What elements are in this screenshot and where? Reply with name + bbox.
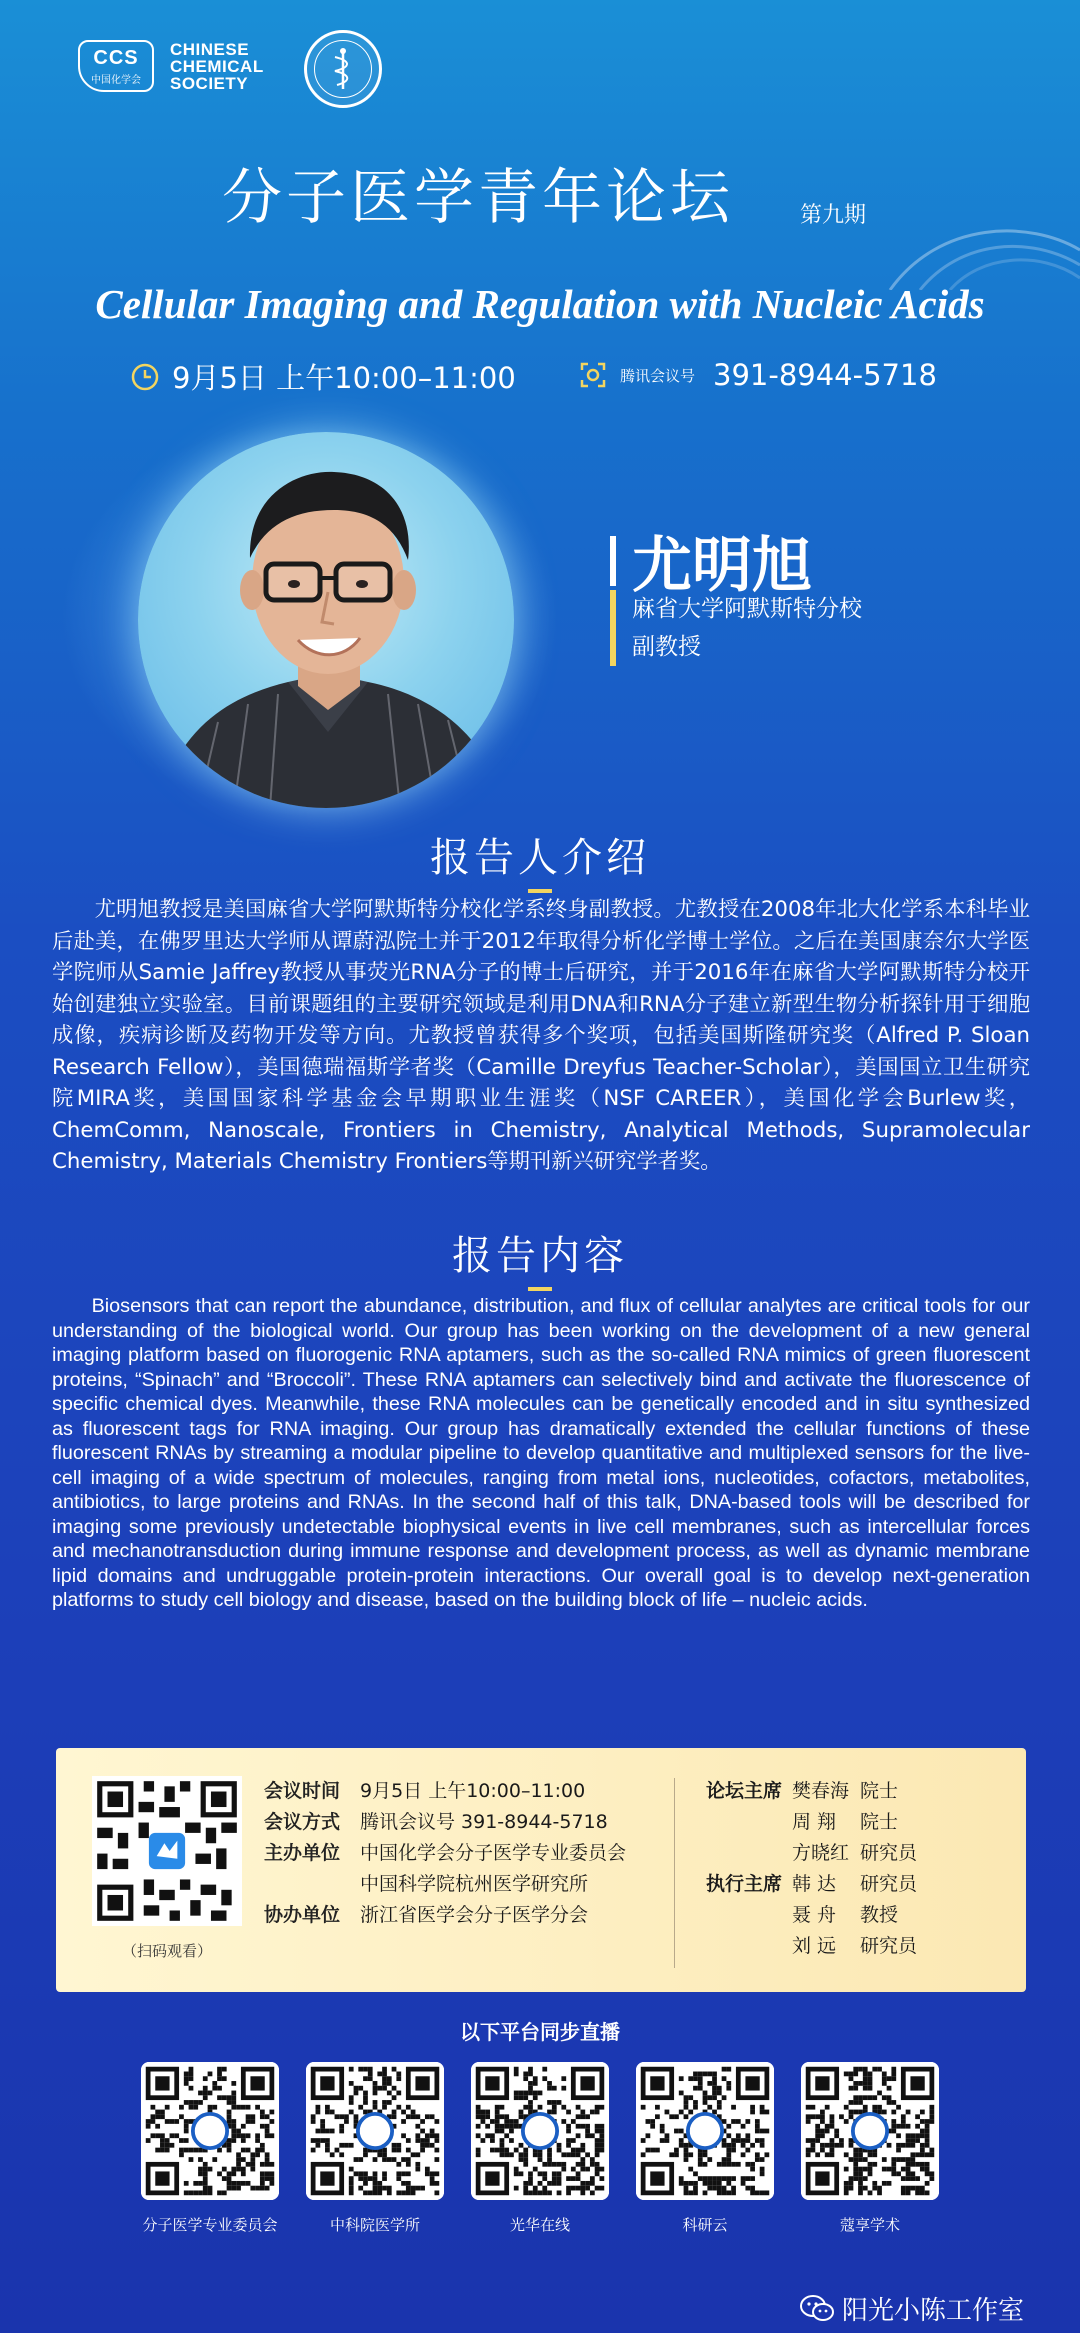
platform-qr-code[interactable]: [801, 2062, 939, 2200]
platform-qr-code[interactable]: [306, 2062, 444, 2200]
talk-title: Cellular Imaging and Regulation with Nucleic Acids: [95, 281, 985, 327]
clock-icon: [130, 362, 160, 392]
issue-number: 第九期: [800, 203, 867, 228]
arch-decoration-icon: [880, 210, 1080, 290]
wechat-icon: [800, 2294, 834, 2324]
event-info-box: [56, 1748, 1026, 1992]
speaker-photo: [138, 432, 514, 808]
talk-time: 9月5日 上午10:00–11:00: [130, 356, 516, 397]
qr-caption: （扫码观看）: [121, 1942, 212, 1960]
meeting-id: 腾讯会议号 391-8944-5718: [578, 358, 937, 392]
info-divider: [674, 1778, 675, 1968]
molecular-medicine-seal-icon: [304, 30, 382, 108]
live-streaming-title: 以下平台同步直播: [460, 2020, 620, 2044]
speaker-affiliation: 麻省大学阿默斯特分校 副教授: [610, 590, 862, 666]
main-qr-code[interactable]: [92, 1776, 242, 1926]
tencent-meeting-icon: [578, 360, 608, 390]
ccs-full-name: CHINESE CHEMICAL SOCIETY: [170, 40, 264, 93]
forum-chairs: 论坛主席 樊春海 院士 周 翔 院士 方晓红 研究员 执行主席 韩 达 研究员 聂 舟 教授 刘 远 研究员: [706, 1780, 918, 1957]
platform-qr-code[interactable]: [471, 2062, 609, 2200]
platform-item[interactable]: 蔻享学术: [800, 2062, 940, 2235]
platform-qr-code[interactable]: [636, 2062, 774, 2200]
platform-qr-code[interactable]: [141, 2062, 279, 2200]
platform-item[interactable]: 分子医学专业委员会: [140, 2062, 280, 2235]
bio-section-title: 报告人介绍: [0, 826, 1080, 893]
ccs-logo: CCS 中国化学会: [78, 40, 154, 92]
speaker-bio: 尤明旭教授是美国麻省大学阿默斯特分校化学系终身副教授。尤教授在2008年北大化学系本科毕业后赴美，在佛罗里达大学师从谭蔚泓院士并于2012年取得分析化学博士学位。之后在美国康奈尔大学医学院师从Samie Jaffrey教授从事荧光RNA分子的博士后研究，并于2016年在麻省大学阿默斯特分校开始创建独立实验室。目前课题组的主要研究领域是利用DNA和RNA分子建立新型生物分析探针用于细胞成像，疾病诊断及药物开发等方向。尤教授曾获得多个奖项，包括美国斯隆研究奖（Alfred P. Sloan Research Fellow），美国德瑞福斯学者奖（Camille Dreyfus Teacher-Scholar），美国国立卫生研究院MIRA奖，美国国家科学基金会早期职业生涯奖（NSF CAREER），美国化学会Burlew奖，ChemComm, Nanoscale, Frontiers in Chemistry, Analytical Methods, Supramolecular Chemistry, Materials Chemistry Frontiers等期刊新兴研究学者奖。: [52, 897, 1030, 1174]
platform-qr-list: [0, 2062, 1080, 2235]
platform-item[interactable]: 光华在线: [470, 2062, 610, 2235]
abstract-section-title: 报告内容: [0, 1224, 1080, 1291]
event-details: 会议时间 9月5日 上午10:00–11:00 会议方式 腾讯会议号 391-8944-5718 主办单位 中国化学会分子医学专业委员会 中国科学院杭州医学研究所 协办单位 浙江省医学会分子医学分会: [264, 1780, 627, 1926]
forum-title: 分子医学青年论坛: [222, 163, 734, 233]
studio-watermark: 阳光小陈工作室: [800, 2290, 1024, 2327]
platform-item[interactable]: 中科院医学所: [305, 2062, 445, 2235]
platform-item[interactable]: 科研云: [635, 2062, 775, 2235]
speaker-name: 尤明旭: [610, 518, 812, 604]
talk-abstract: Biosensors that can report the abundance, distribution, and flux of cellular analytes are critical tools for our understanding of the biological world. Our group has been working on the development of a new general imaging platform based on fluorogenic RNA aptamers, such as the so-called RNA mimics of green fluorescent proteins, “Spinach” and “Broccoli”. These RNA aptamers can selectively bind and activate the fluorescence of specific chemical dyes. Meanwhile, these RNA molecules can be genetically encoded and in situ synthesized as fluorescent tags for RNA imaging. Our group has dramatically extended the cellular functions of these fluorescent RNAs by streaming a modular pipeline to develop quantitative and multiplexed sensors for the live-cell imaging of a wide spectrum of molecules, ranging from metal ions, nucleotides, cofactors, metabolites, antibiotics, to large proteins and RNAs. In the second half of this talk, DNA-based tools will be described for imaging some previously undetectable biophysical events in live cell membranes, such as intercellular forces and mechanotransduction during immune response and development process, as well as dynamic membrane lipid domains and undruggable protein-protein interactions. Our overall goal is to develop next-generation platforms to study cell biology and disease, based on the building block of life – nucleic acids.: [52, 1295, 1030, 1611]
